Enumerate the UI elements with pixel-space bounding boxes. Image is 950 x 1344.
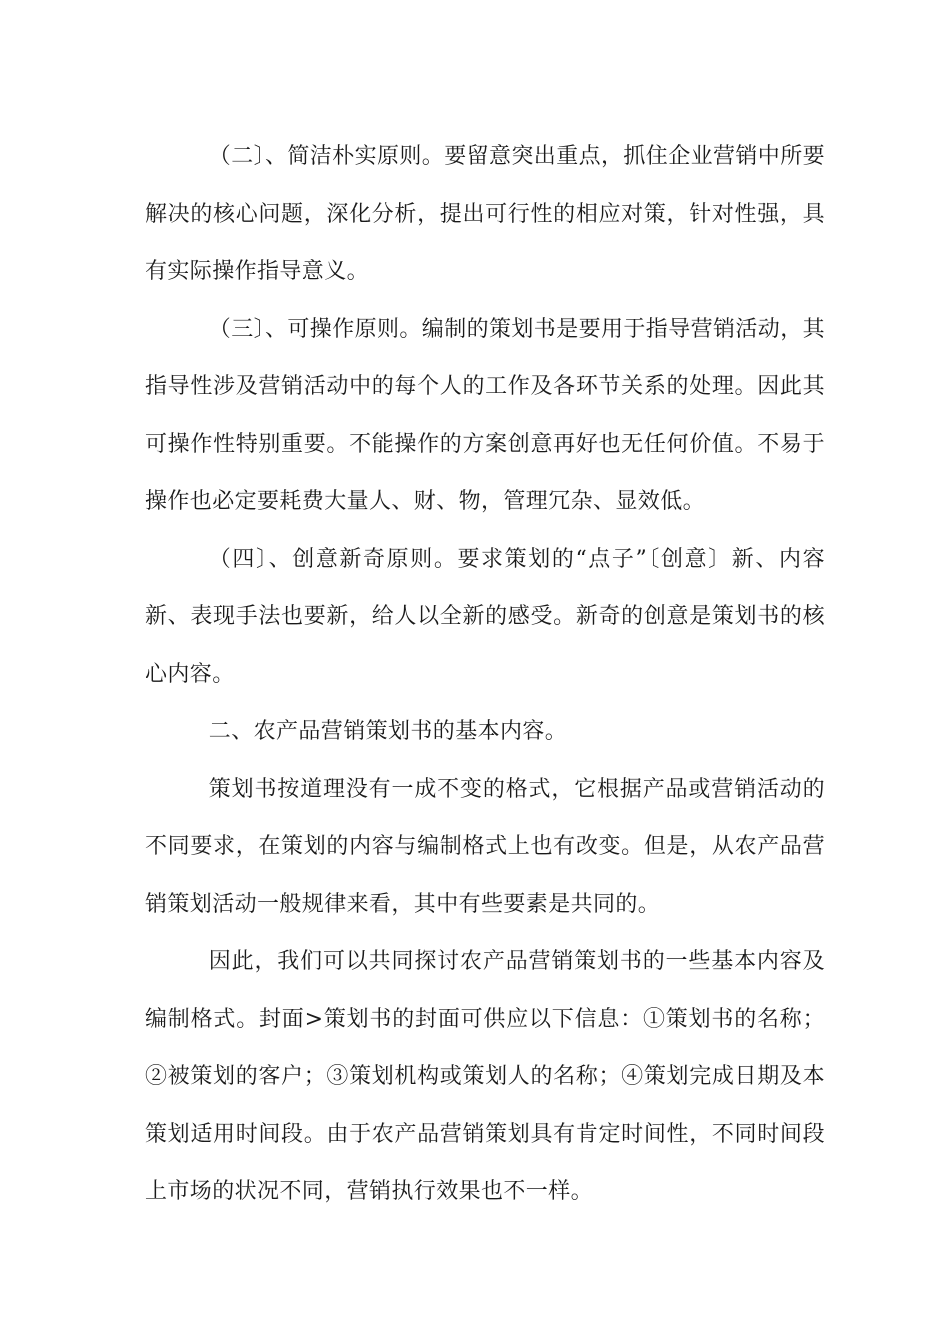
paragraph-operability-principle: （三〕、可操作原则。编制的策划书是要用于指导营销活动，其指导性涉及营销活动中的每个人的工作及各环节关系的处理。因此其可操作性特别重要。不能操作的方案创意再好也无任何价值。不易于操作也必定要耗费大量人、财、物，管理冗杂、显效低。 bbox=[145, 316, 825, 514]
paragraph-format-overview: 策划书按道理没有一成不变的格式，它根据产品或营销活动的不同要求，在策划的内容与编制格式上也有改变。但是，从农产品营销策划活动一般规律来看，其中有些要素是共同的。 bbox=[145, 776, 825, 917]
section-heading-basic-content: 二、农产品营销策划书的基本内容。 bbox=[208, 719, 568, 744]
paragraph-cover-info: 因此，我们可以共同探讨农产品营销策划书的一些基本内容及编制格式。封面>策划书的封面可供应以下信息：①策划书的名称；②被策划的客户；③策划机构或策划人的名称；④策划完成日期及本策划适用时间段。由于农产品营销策划具有肯定时间性，不同时间段上市场的状况不同，营销执行效果也不一样。 bbox=[145, 949, 825, 1204]
document-body bbox=[145, 128, 825, 1221]
paragraph-simplicity-principle: （二〕、简洁朴实原则。要留意突出重点，抓住企业营销中所要解决的核心问题，深化分析，提出可行性的相应对策，针对性强，具有实际操作指导意义。 bbox=[145, 144, 825, 284]
paragraph-creativity-principle: （四〕、创意新奇原则。要求策划的“点子”〔创意〕新、内容新、表现手法也要新，给人以全新的感受。新奇的创意是策划书的核心内容。 bbox=[145, 546, 825, 687]
